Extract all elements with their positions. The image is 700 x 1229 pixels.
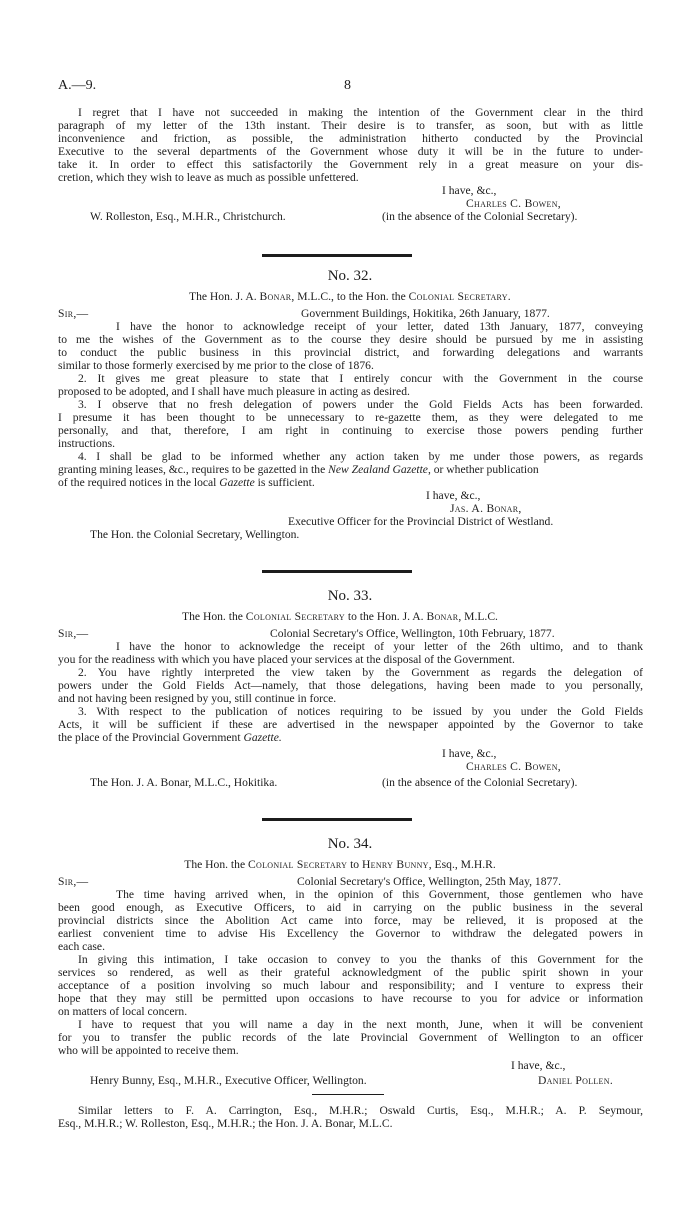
absence-note: (in the absence of the Colonial Secretary).	[382, 776, 578, 789]
closing-line: I have, &c.,	[442, 747, 497, 760]
heading-text: The Hon. J. A.	[188, 290, 260, 303]
paragraph-line: paragraph of my letter of the 13th instant. Their desire is to transfer, as soon, but with as little	[58, 119, 643, 132]
closing-line: I have, &c.,	[426, 489, 481, 502]
paragraph-line: 3. With respect to the publication of notices requiring to be issued by you under the Gold Fields	[78, 705, 643, 718]
paragraph-line: I presume it has been thought to be unnecessary to re-gazette them, as they were delegated to me	[58, 411, 643, 424]
section-divider	[262, 570, 412, 573]
paragraph-line: instructions.	[58, 437, 116, 450]
paragraph-line: to me the wishes of the Government as to the course they desire should be pursued by me in assisting	[58, 333, 643, 346]
paragraph-line: been good enough, as Executive Officers, to aid in carrying on the public business in the several	[58, 901, 643, 914]
salutation: Sir,—	[58, 627, 89, 640]
closing-line: I have, &c.,	[511, 1059, 566, 1072]
paragraph-line: for you to transfer the public records of the late Provincial Government of Wellington to an officer	[58, 1031, 643, 1044]
salutation: Sir,—	[58, 875, 89, 888]
paragraph-line: I regret that I have not succeeded in making the intention of the Government clear in the third	[78, 106, 643, 119]
paragraph-line: earliest convenient time to advise His Excellency the Governor to withdraw the delegated powers in	[58, 927, 643, 940]
signature: Charles C. Bowen,	[466, 760, 561, 773]
addressee: W. Rolleston, Esq., M.H.R., Christchurch.	[90, 210, 286, 223]
paragraph-line	[58, 731, 282, 744]
paragraph-line	[58, 476, 315, 489]
place-date: Government Buildings, Hokitika, 26th January, 1877.	[301, 307, 550, 320]
paragraph-line: 4. I shall be glad to be informed whether any action taken by me under those powers, as regards	[78, 450, 643, 463]
heading-recipient: Colonial Secretary.	[408, 290, 512, 303]
heading-text: , Esq., M.H.R.	[428, 858, 496, 871]
heading-sender: Colonial Secretary	[248, 858, 348, 871]
paragraph-line: I have the honor to acknowledge receipt of your letter, dated 13th January, 1877, conveying	[116, 320, 643, 333]
line-text: the place of the Provincial Government	[58, 731, 244, 744]
letter-heading	[0, 290, 700, 303]
paragraph-line: 2. You have rightly interpreted the view taken by the Government as regards the delegation of	[78, 666, 643, 679]
heading-text: The Hon. the	[182, 610, 246, 623]
letter-number: No. 34.	[327, 836, 373, 852]
paragraph-line	[58, 463, 539, 476]
line-text: , or whether publication	[427, 463, 539, 476]
heading-text: , M.L.C.	[458, 610, 498, 623]
paragraph-line: cretion, which they wish to leave as much as possible unfettered.	[58, 171, 359, 184]
paragraph-line: services so rendered, as well as their grateful acknowledgment of the public spirit shown in your	[58, 966, 643, 979]
signatory-office: Executive Officer for the Provincial District of Westland.	[288, 515, 554, 528]
closing-line: I have, &c.,	[442, 184, 497, 197]
paragraph-line: you for the readiness with which you have placed your services at the disposal of the Government.	[58, 653, 515, 666]
paragraph-line: 2. It gives me great pleasure to state that I entirely concur with the Government in the course	[78, 372, 643, 385]
addressee: Henry Bunny, Esq., M.H.R., Executive Officer, Wellington.	[90, 1074, 367, 1087]
paragraph-line: and not having been resigned by you, still continue in force.	[58, 692, 337, 705]
line-text: is sufficient.	[254, 476, 315, 489]
section-divider	[262, 254, 412, 257]
heading-recipient: Henry Bunny	[362, 858, 429, 871]
line-text: of the required notices in the local	[58, 476, 220, 489]
letter-number: No. 33.	[327, 588, 373, 604]
paragraph-line: The time having arrived when, in the opinion of this Government, those gentlemen who have	[116, 888, 643, 901]
heading-recipient: Bonar	[426, 610, 459, 623]
section-divider	[262, 818, 412, 821]
paragraph-line: personally, and that, therefore, I am right in continuing to exercise those powers pending further	[58, 424, 643, 437]
paragraph-line: Executive to the several departments of the Government whose duty it will be in the future to under-	[58, 145, 643, 158]
place-date: Colonial Secretary's Office, Wellington, 10th February, 1877.	[270, 627, 555, 640]
paragraph-line: each case.	[58, 940, 105, 953]
heading-text: to the Hon. J. A.	[344, 610, 427, 623]
heading-sender: Colonial Secretary	[245, 610, 345, 623]
heading-text: The Hon. the	[184, 858, 248, 871]
letter-heading	[0, 858, 680, 871]
footnote-divider	[312, 1094, 384, 1095]
document-reference: A.—9.	[58, 78, 97, 93]
paragraph-line: provincial districts since the Abolition Act came into force, may be relieved, it is proposed at the	[58, 914, 643, 927]
paragraph-line: who will be appointed to receive them.	[58, 1044, 239, 1057]
paragraph-line: acceptance of a position involving so much labour and responsibility; and I venture to express their	[58, 979, 643, 992]
line-text: granting mining leases, &c., requires to be gazetted in the	[58, 463, 329, 476]
paragraph-line: to conduct the public business in this provincial district, and forwarding delegations and warrants	[58, 346, 643, 359]
italic-title: Gazette	[219, 476, 255, 489]
signature: Charles C. Bowen,	[466, 197, 561, 210]
place-date: Colonial Secretary's Office, Wellington, 25th May, 1877.	[297, 875, 562, 888]
paragraph-line: I have to request that you will name a day in the next month, June, when it will be convenient	[78, 1018, 643, 1031]
absence-note: (in the absence of the Colonial Secretary).	[382, 210, 578, 223]
signature: Jas. A. Bonar,	[450, 502, 522, 515]
signature: Daniel Pollen.	[538, 1074, 614, 1087]
paragraph-line: Acts, it will be sufficient if these are advertised in the newspaper appointed by the Governor to take	[58, 718, 643, 731]
paragraph-line: powers under the Gold Fields Act—namely, that those delegations, having been made to you personally,	[58, 679, 643, 692]
paragraph-line: on matters of local concern.	[58, 1005, 188, 1018]
footnote-line: Similar letters to F. A. Carrington, Esq., M.H.R.; Oswald Curtis, Esq., M.H.R.; A. P. Seymour,	[78, 1104, 643, 1117]
paragraph-line: I have the honor to acknowledge the receipt of your letter of the 26th ultimo, and to thank	[116, 640, 643, 653]
paragraph-line: take it. In order to effect this satisfactorily the Government rely in a great measure on your dis-	[58, 158, 643, 171]
paragraph-line: In giving this intimation, I take occasion to convey to you the thanks of this Government for the	[78, 953, 643, 966]
paragraph-line: proposed to be adopted, and I shall have much pleasure in acting as desired.	[58, 385, 410, 398]
letter-number: No. 32.	[327, 268, 373, 284]
italic-title: New Zealand Gazette	[328, 463, 428, 476]
paragraph-line: inconvenience and friction, as possible, the administration hitherto conducted by the Provincial	[58, 132, 643, 145]
letter-heading	[0, 610, 680, 623]
heading-sender: Bonar	[259, 290, 292, 303]
paragraph-line: similar to those formerly exercised by me prior to the close of 1876.	[58, 359, 374, 372]
paragraph-line: 3. I observe that no fresh delegation of powers under the Gold Fields Acts has been forwarded.	[78, 398, 643, 411]
footnote-line: Esq., M.H.R.; W. Rolleston, Esq., M.H.R.; the Hon. J. A. Bonar, M.L.C.	[58, 1117, 393, 1130]
addressee: The Hon. the Colonial Secretary, Wellington.	[90, 528, 300, 541]
italic-title: Gazette.	[243, 731, 282, 744]
paragraph-line: hope that they may still be permitted upon occasions to have recourse to you for advice or information	[58, 992, 643, 1005]
addressee: The Hon. J. A. Bonar, M.L.C., Hokitika.	[90, 776, 278, 789]
heading-text: to	[347, 858, 362, 871]
salutation: Sir,—	[58, 307, 89, 320]
page-number: 8	[344, 78, 351, 93]
heading-text: , M.L.C., to the Hon. the	[291, 290, 409, 303]
